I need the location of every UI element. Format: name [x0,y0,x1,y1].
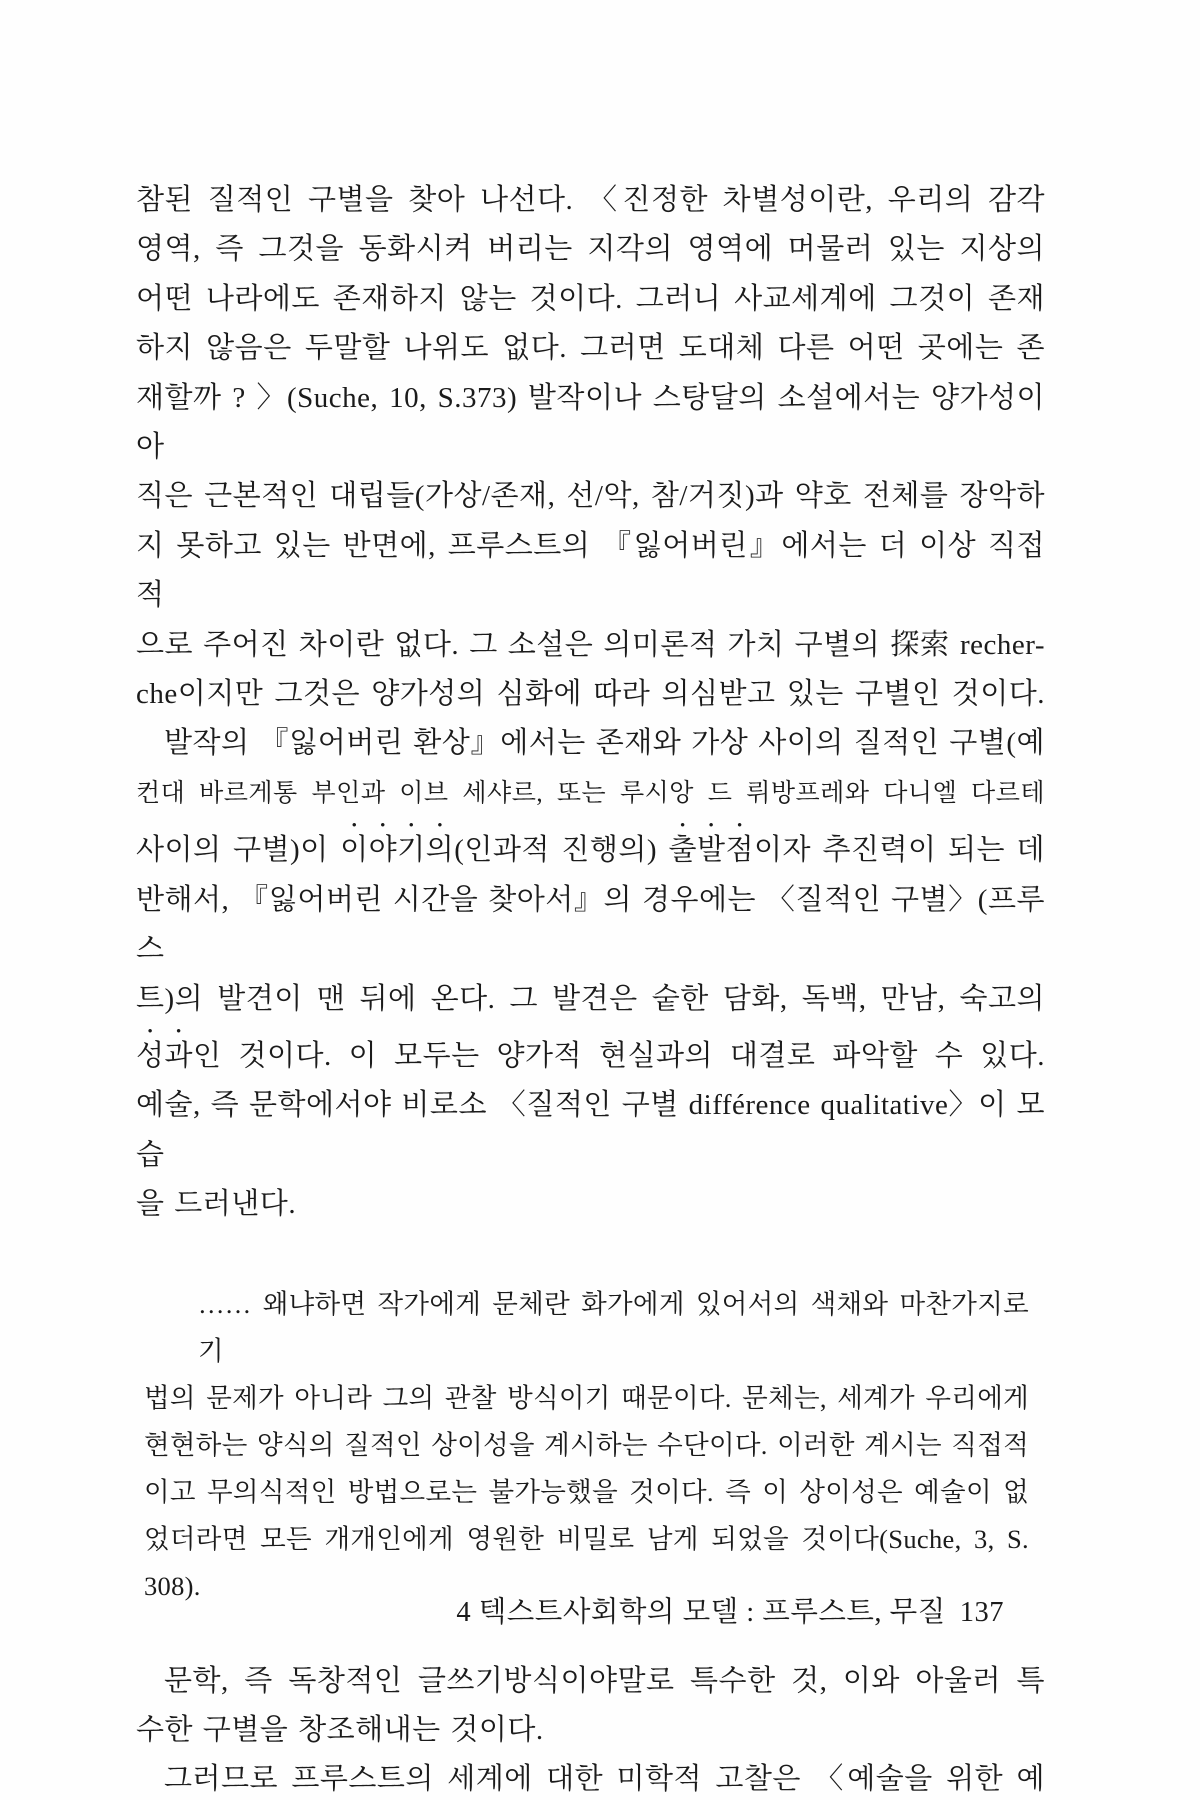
text-segment: 사이의 구별)이 [136,834,341,867]
emphasized-text: 이야기의 [340,834,455,867]
paragraph-3 [136,1657,1045,1756]
footer-chapter-title: 4 텍스트사회학의 모델 : 프루스트, 무질 [456,1597,946,1628]
text-line: 문학, 즉 독창적인 글쓰기방식이야말로 특수한 것, 이와 아울러 특 [164,1664,1045,1697]
text-line: 영역, 즉 그것을 동화시켜 버리는 지각의 영역에 머물러 있는 지상의 [136,233,1045,266]
paragraph-1 [136,176,1045,719]
text-line: 현현하는 양식의 질적인 상이성을 계시하는 수단이다. 이러한 계시는 직접적 [144,1429,1029,1460]
text-line: 재할까 ? 〉(Suche, 10, S.373) 발작이나 스탕달의 소설에서는 양가성이 아 [136,381,1045,464]
text-segment: 이자 추진력이 되는 데 [754,834,1045,867]
text-line: 어떤 나라에도 존재하지 않는 것이다. 그러니 사교세계에 그것이 존재 [136,282,1045,315]
text-line: 참된 질적인 구별을 찾아 나선다. 〈진정한 차별성이란, 우리의 감각 [136,184,1045,216]
emphasized-text: 성과 [136,1039,194,1072]
text-line: 발작의 『잃어버린 환상』에서는 존재와 가상 사이의 질적인 구별(예 [164,727,1045,760]
text-line: 308). [144,1570,201,1601]
text-segment: (인과적 진행의) [454,834,669,867]
text-line: 예술, 즉 문학에서야 비로소 〈질적인 구별 différence qualitative〉이 모습 [136,1089,1045,1171]
text-line: 법의 문제가 아니라 그의 관찰 방식이기 때문이다. 문체는, 세계가 우리에게 [144,1382,1029,1413]
page-footer [456,1592,1004,1634]
text-column [136,176,1045,1800]
text-line [136,1024,1045,1081]
block-quote [144,1281,1029,1610]
text-line [136,818,1045,875]
text-line: che이지만 그것은 양가성의 심화에 따라 의심받고 있는 구별인 것이다. [136,678,1045,711]
footer-page-number: 137 [959,1597,1004,1628]
text-line: 수한 구별을 창조해내는 것이다. [136,1713,544,1746]
text-line: 을 드러낸다. [136,1188,297,1221]
text-line: 컨대 바르게통 부인과 이브 세샤르, 또는 루시앙 드 뤼방프레와 다니엘 다르테 [136,779,1045,807]
text-line: 그러므로 프루스트의 세계에 대한 미학적 고찰은 〈예술을 위한 예 [164,1763,1045,1796]
text-line: …… 왜냐하면 작가에게 문체란 화가에게 있어서의 색채와 마찬가지로 기 [198,1288,1029,1366]
paragraph-4 [136,1755,1045,1800]
text-line: 었더라면 모든 개개인에게 영원한 비밀로 남게 되었을 것이다(Suche, 3, S. [144,1523,1029,1554]
text-line: 으로 주어진 차이란 없다. 그 소설은 의미론적 가치 구별의 探索 recher- [136,628,1045,661]
text-line: 트)의 발견이 맨 뒤에 온다. 그 발견은 숱한 담화, 독백, 만남, 숙고의 [136,982,1045,1015]
text-line: 직은 근본적인 대립들(가상/존재, 선/악, 참/거짓)과 약호 전체를 장악하 [136,480,1045,513]
text-line: 반해서, 『잃어버린 시간을 찾아서』의 경우에는 〈질적인 구별〉(프루스 [136,883,1045,966]
text-line: 하지 않음은 두말할 나위도 없다. 그러면 도대체 다른 어떤 곳에는 존 [136,332,1045,365]
paragraph-2 [136,719,1045,1229]
text-segment: 인 것이다. 이 모두는 양가적 현실과의 대결로 파악할 수 있다. [193,1039,1045,1072]
emphasized-text: 출발점 [668,834,755,867]
text-line: 이고 무의식적인 방법으로는 불가능했을 것이다. 즉 이 상이성은 예술이 없 [144,1476,1029,1507]
text-line: 지 못하고 있는 반면에, 프루스트의 『잃어버린』에서는 더 이상 직접적 [136,529,1045,612]
